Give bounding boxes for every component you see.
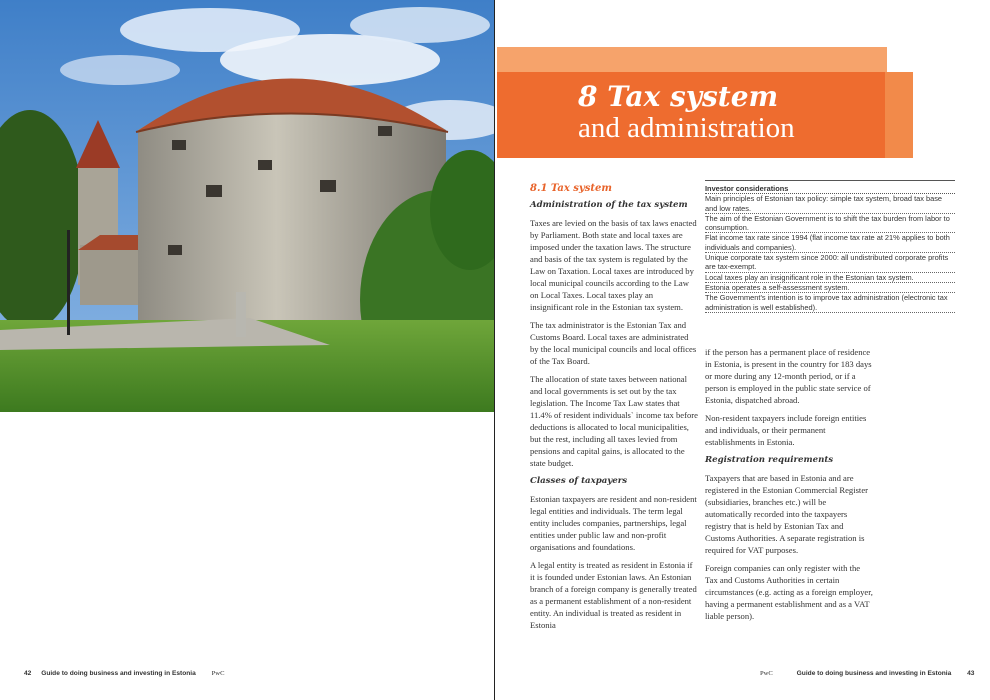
- footer-left-title: Guide to doing business and investing in Estonia: [41, 670, 196, 677]
- paragraph: Estonian taxpayers are resident and non-resident legal entities and individuals. The term legal entity includes companies, partnerships, legal entities under public law and non-profit organisations and foundations.: [530, 494, 697, 552]
- investor-item: The Government's intention is to improve tax administration (electronic tax administration is well established).: [705, 293, 955, 313]
- fortress-tower-photo: [0, 0, 495, 412]
- footer-left: [24, 670, 224, 677]
- investor-item: Estonia operates a self-assessment system.: [705, 283, 955, 293]
- footer-left-brand: PwC: [211, 670, 225, 677]
- investor-item: Local taxes play an insignificant role in the Estonian tax system.: [705, 273, 955, 283]
- paragraph: Non-resident taxpayers include foreign entities and individuals, or their permanent establishments in Estonia.: [705, 413, 867, 447]
- investor-title: Investor considerations: [705, 180, 955, 194]
- title-band-accent: [885, 72, 913, 158]
- footer-right-title: Guide to doing business and investing in Estonia: [796, 670, 952, 677]
- page-number-left: 42: [24, 670, 32, 677]
- text-column-left: [530, 183, 698, 637]
- paragraph: A legal entity is treated as resident in Estonia if it is founded under Estonian laws. An Estonian branch of a foreign company is generally treated as a permanent establishment of a non-resident entity. An individual is treated as resident in Estonia: [530, 560, 697, 630]
- footer-right: [760, 670, 974, 677]
- page-number-right: 43: [967, 670, 975, 677]
- subheading-registration: Registration requirements: [705, 455, 834, 465]
- subheading-classes: Classes of taxpayers: [530, 476, 628, 486]
- paragraph: Taxpayers that are based in Estonia and are registered in the Estonian Commercial Register (subsidiaries, branches etc.) will be automatically recorded into the taxpayers registry that is held by Estonian Tax and Customs Authorities. A separate registration is required for VAT purposes.: [705, 473, 868, 555]
- chapter-title: 8 Tax system: [578, 80, 779, 113]
- title-band-top: [497, 47, 887, 73]
- investor-item: The aim of the Estonian Government is to shift the tax burden from labor to consumption.: [705, 214, 955, 234]
- subheading-administration: Administration of the tax system: [530, 200, 688, 210]
- investor-considerations-box: [705, 180, 955, 313]
- section-heading: 8.1 Tax system: [530, 183, 612, 194]
- paragraph: The tax administrator is the Estonian Tax and Customs Board. Local taxes are administrated by the local municipal councils and local offices of the Tax Board.: [530, 320, 697, 366]
- investor-item: Unique corporate tax system since 2000: all undistributed corporate profits are tax-exempt.: [705, 253, 955, 273]
- footer-right-brand: PwC: [760, 670, 773, 677]
- paragraph: Foreign companies can only register with the Tax and Customs Authorities in certain circumstances (e.g. acting as a foreign employer, having a permanent establishment and as a VAT liable person).: [705, 563, 873, 621]
- investor-item: Flat income tax rate since 1994 (flat income tax rate at 21% applies to both individuals and companies).: [705, 233, 955, 253]
- investor-item: Main principles of Estonian tax policy: simple tax system, broad tax base and low rates.: [705, 194, 955, 214]
- paragraph: if the person has a permanent place of residence in Estonia, is present in the country for 183 days or more during any 12-month period, or if a person is employed in the public state service of Estonia, dispatched abroad.: [705, 347, 872, 405]
- paragraph: The allocation of state taxes between national and local governments is set out by the tax legislation. The Income Tax Law states that 11.4% of resident individuals` income tax before deductions is allocated to local municipalities, but the rest, including all taxes levied from pensions and capital gains, is allocated to the state budget.: [530, 374, 698, 468]
- paragraph: Taxes are levied on the basis of tax laws enacted by Parliament. Both state and local taxes are imposed under the taxation laws. The structure and basis of the tax system is regulated by the Law on Taxation. Local taxes are introduced by local municipal councils according to the Law on Local Taxes. Local taxes play an insignificant role in the Estonian tax system.: [530, 218, 697, 312]
- text-column-right: [705, 346, 873, 628]
- chapter-subtitle: and administration: [578, 112, 795, 144]
